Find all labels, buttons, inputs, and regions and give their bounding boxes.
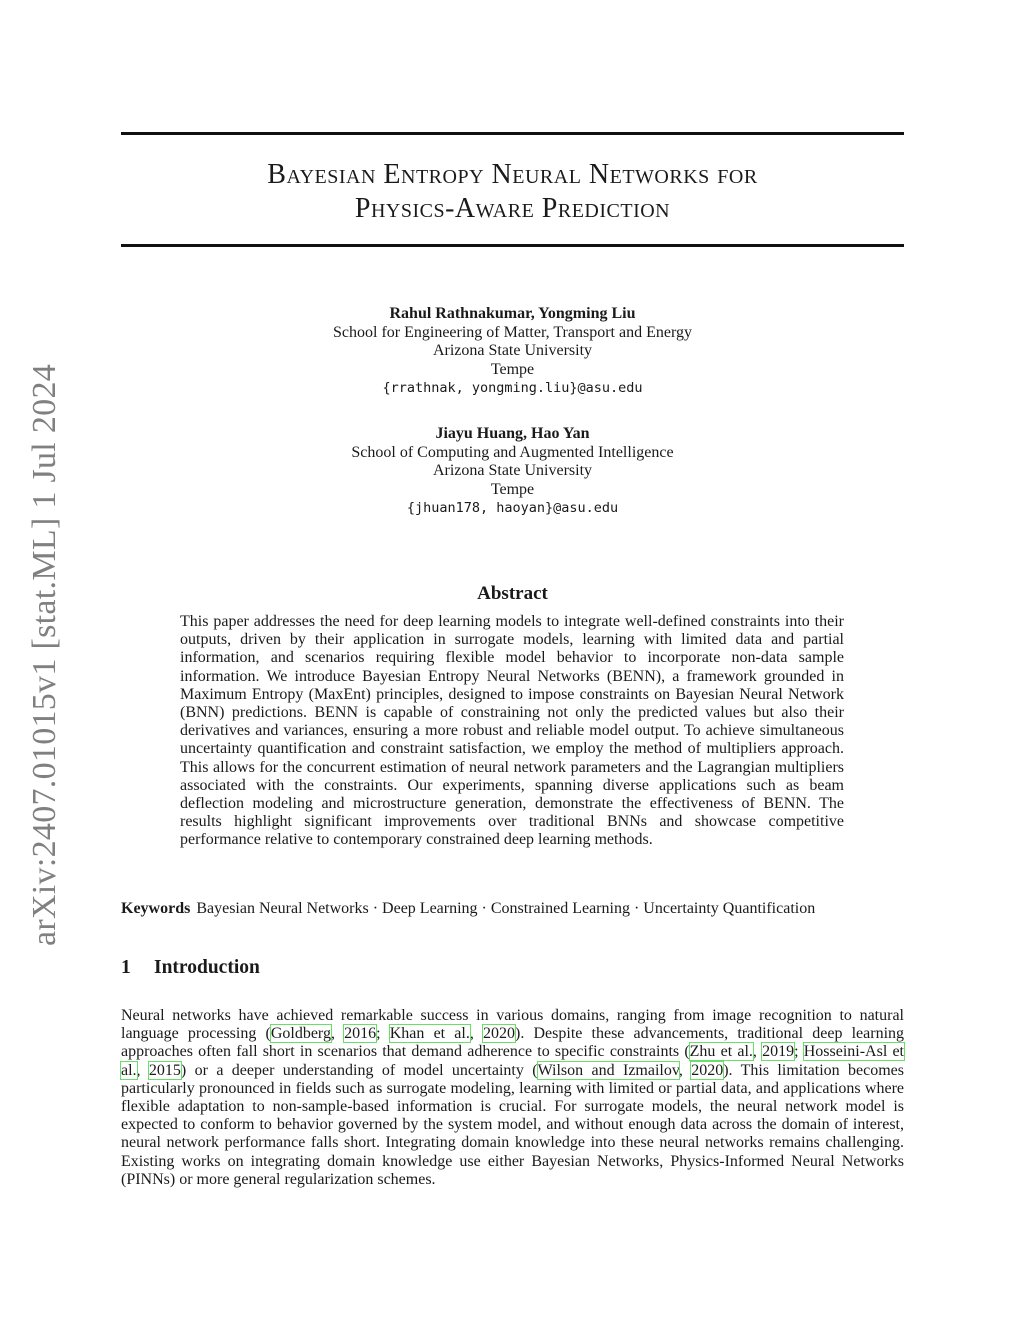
author-affiliation: School for Engineering of Matter, Transport and Energy xyxy=(333,323,692,341)
title-line-2: Physics-Aware Prediction xyxy=(354,193,671,224)
author-names: Rahul Rathnakumar, Yongming Liu xyxy=(389,305,636,322)
intro-text: ). Despite these advancements, traditional deep learning approaches often fall short in scenarios that demand adherence to specific constraints ( xyxy=(121,1025,905,1061)
intro-text: , xyxy=(678,1061,692,1079)
intro-text: , xyxy=(330,1025,345,1043)
citation-link[interactable]: Zhu et al. xyxy=(689,1043,753,1061)
section-title: Introduction xyxy=(154,957,260,978)
title-bottom-rule xyxy=(121,244,904,247)
author-names: Jiayu Huang, Hao Yan xyxy=(435,425,590,442)
intro-text: , xyxy=(752,1043,763,1061)
section-number: 1 xyxy=(121,957,131,978)
title-line-1: Bayesian Entropy Neural Networks for xyxy=(267,159,758,190)
author-city: Tempe xyxy=(490,360,535,378)
citation-link[interactable]: Wilson and Izmailov xyxy=(537,1061,679,1079)
title-top-rule xyxy=(121,132,904,135)
intro-text: Neural networks have achieved remarkable success in various domains, ranging from image recognition to natural language processing ( xyxy=(121,1007,904,1043)
introduction-paragraph xyxy=(121,1007,904,1189)
keywords-line xyxy=(121,900,904,918)
intro-text: , xyxy=(469,1025,483,1043)
author-city: Tempe xyxy=(490,480,535,498)
intro-text: ). This limitation becomes particularly pronounced in fields such as surrogate modeling, learning with limited or partial data, and applications where flexible adaptation to non-sample-based information is crucial. For surrogate models, the neural network model is expected to conform to behavior governed by the system model, and without enough data across the domain of interest, neural network performance falls short. Integrating domain knowledge into these neural networks remains challenging. Existing works on integrating domain knowledge use either Bayesian Networks, Physics-Informed Neural Networks (PINNs) or more general regularization schemes. xyxy=(121,1061,905,1188)
abstract-text: This paper addresses the need for deep learning models to integrate well-defined constraints into their outputs, driven by their application in surrogate models, learning with limited data and partial information, and scenarios requiring flexible model behavior to incorporate non-data sample information. We introduce Bayesian Entropy Neural Networks (BENN), a framework grounded in Maximum Entropy (MaxEnt) principles, designed to impose constraints on Bayesian Neural Network (BNN) predictions. BENN is capable of constraining not only the predicted values but also their derivatives and variances, ensuring a more robust and reliable model output. To achieve simultaneous uncertainty quantification and constraint satisfaction, we employ the method of multipliers approach. This allows for the concurrent estimation of neural network parameters and the Lagrangian multipliers associated with the constraints. Our experiments, spanning diverse applications such as beam deflection modeling and microstructure generation, demonstrate the effectiveness of BENN. The results highlight significant improvements over traditional BNNs and showcase competitive performance relative to contemporary constrained deep learning methods. xyxy=(180,613,844,849)
author-block-1 xyxy=(121,305,904,398)
paper-title xyxy=(121,158,904,226)
intro-text: , xyxy=(136,1061,149,1079)
citation-link[interactable]: 2015 xyxy=(148,1061,181,1079)
author-email: {rrathnak, yongming.liu}@asu.edu xyxy=(382,380,643,396)
intro-text: ) or a deeper understanding of model uncertainty ( xyxy=(180,1061,538,1079)
author-university: Arizona State University xyxy=(432,462,593,479)
citation-link[interactable]: Goldberg xyxy=(270,1025,331,1043)
section-heading xyxy=(121,957,260,979)
keywords-label: Keywords xyxy=(121,900,191,917)
author-affiliation: School of Computing and Augmented Intelligence xyxy=(351,443,674,461)
author-block-2 xyxy=(121,425,904,518)
citation-link[interactable]: Khan et al. xyxy=(389,1025,470,1043)
arxiv-identifier-stamp: arXiv:2407.01015v1 [stat.ML] 1 Jul 2024 xyxy=(26,363,63,947)
citation-link[interactable]: 2019 xyxy=(762,1043,795,1061)
citation-link[interactable]: Hosseini-Asl et al. xyxy=(121,1043,905,1079)
citation-link[interactable]: 2020 xyxy=(691,1061,724,1079)
citation-link[interactable]: 2016 xyxy=(344,1025,377,1043)
author-university: Arizona State University xyxy=(432,342,593,359)
author-email: {jhuan178, haoyan}@asu.edu xyxy=(406,500,619,516)
keywords-list: Bayesian Neural Networks · Deep Learning · Constrained Learning · Uncertainty Quantification xyxy=(196,900,816,917)
citation-link[interactable]: 2020 xyxy=(483,1025,515,1043)
intro-text: ; xyxy=(376,1025,390,1043)
abstract-heading: Abstract xyxy=(477,583,548,604)
intro-text: ; xyxy=(794,1043,804,1061)
